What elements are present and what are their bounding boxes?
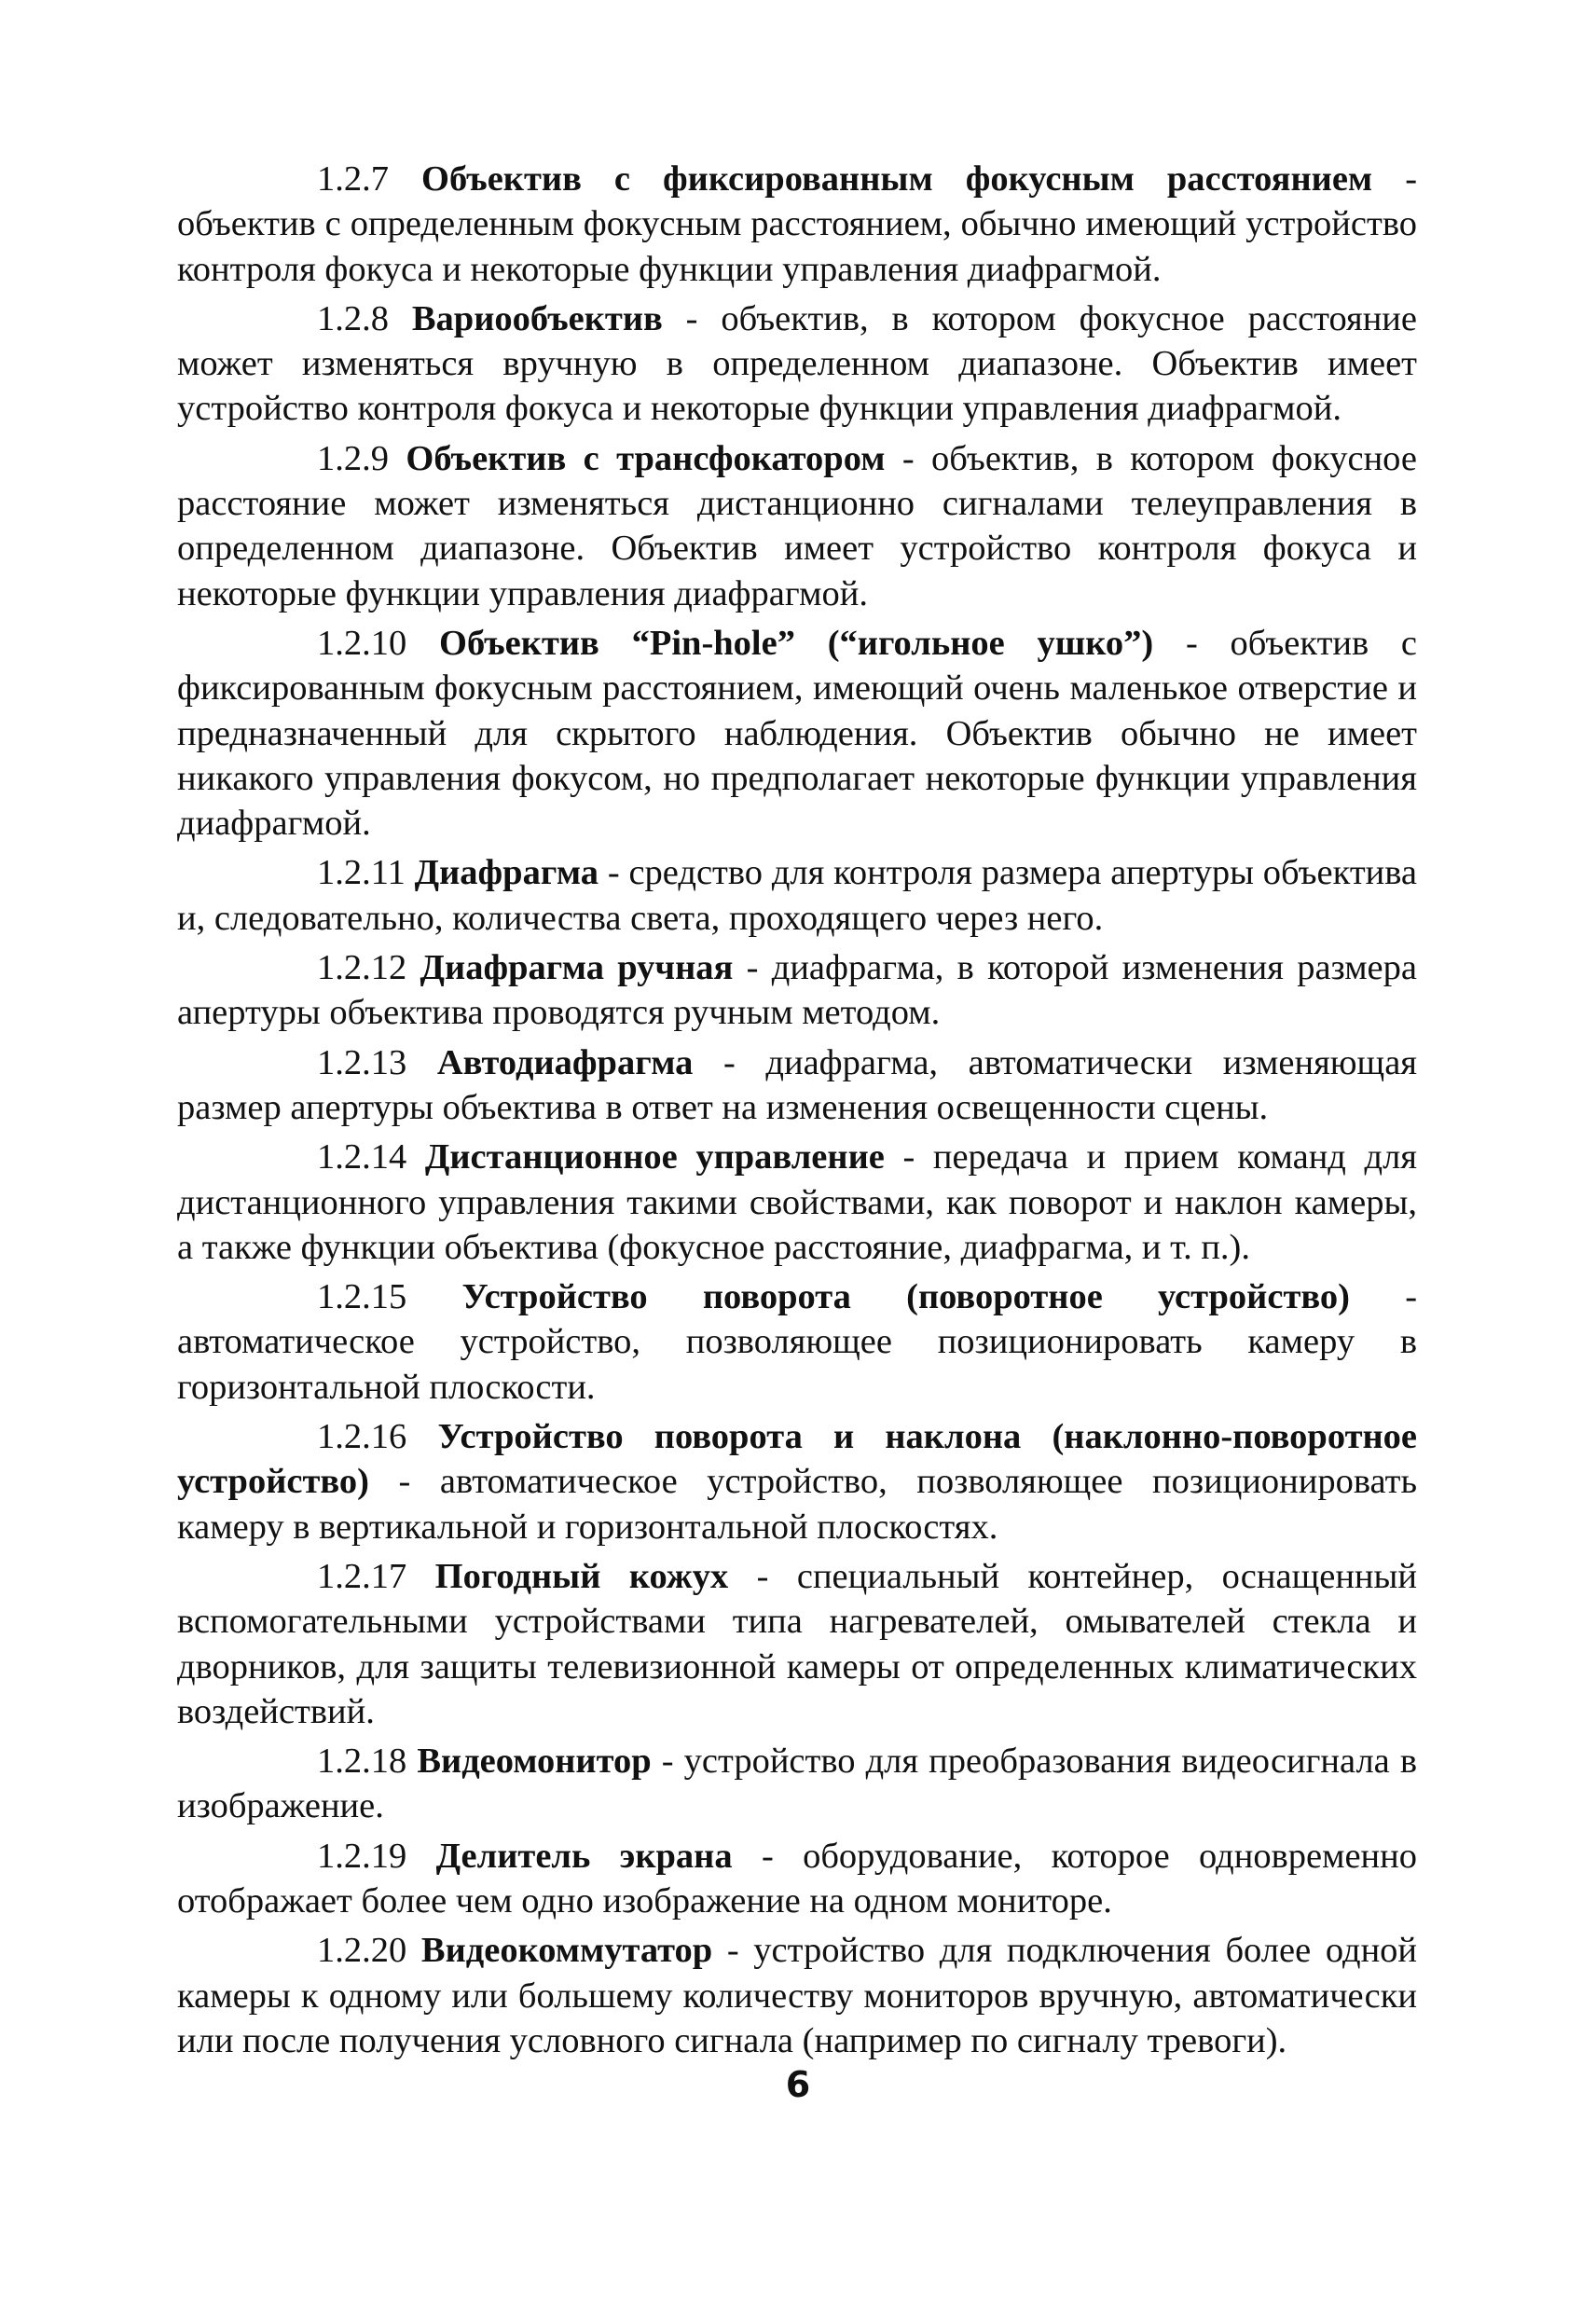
definition-text: - оборудование, которое одновременно отображает более чем одно изображение на одном мониторе. <box>177 1836 1418 1921</box>
definition-paragraph-1-2-17 <box>177 1554 1417 1734</box>
clause-number: 1.2.15 <box>317 1277 407 1317</box>
clause-number: 1.2.7 <box>317 159 389 199</box>
definition-text: - диафрагма, в которой изменения размера апертуры объектива проводятся ручным методом. <box>177 948 1417 1033</box>
clause-number: 1.2.19 <box>317 1836 407 1876</box>
term: Погодный кожух <box>434 1556 729 1596</box>
term: Устройство поворота и наклона (наклонно-поворотное устройство) <box>177 1417 1418 1502</box>
definition-paragraph-1-2-11 <box>177 850 1417 941</box>
clause-number: 1.2.9 <box>317 438 389 478</box>
definition-paragraph-1-2-15 <box>177 1274 1417 1410</box>
term: Вариообъектив <box>411 298 663 338</box>
definitions-list <box>177 157 1417 2068</box>
definition-text: - автоматическое устройство, позволяющее позиционировать камеру в вертикальной и горизонтальной плоскостях. <box>177 1462 1417 1547</box>
clause-number: 1.2.10 <box>317 623 407 663</box>
definition-paragraph-1-2-7 <box>177 157 1417 292</box>
term: Диафрагма ручная <box>420 948 734 988</box>
page-number: 6 <box>785 2064 811 2105</box>
definition-text: - объектив с определенным фокусным расстоянием, обычно имеющий устройство контроля фокуса и некоторые функции управления диафрагмой. <box>177 159 1418 289</box>
definition-paragraph-1-2-19 <box>177 1834 1417 1924</box>
definition-paragraph-1-2-9 <box>177 436 1417 616</box>
definition-text: - диафрагма, автоматически изменяющая размер апертуры объектива в ответ на изменения освещенности сцены. <box>177 1042 1417 1127</box>
clause-number: 1.2.8 <box>317 298 389 338</box>
definition-text: - средство для контроля размера апертуры объектива и, следовательно, количества света, проходящего через него. <box>177 853 1418 938</box>
term: Видеокоммутатор <box>420 1931 713 1971</box>
definition-text: - автоматическое устройство, позволяющее позиционировать камеру в горизонтальной плоскости. <box>177 1277 1418 1407</box>
definition-paragraph-1-2-10 <box>177 621 1417 846</box>
definition-text: - устройство для подключения более одной камеры к одному или большему количеству мониторов вручную, автоматически или после получения условного сигнала (например по сигналу тревоги). <box>177 1931 1418 2060</box>
definition-text: - специальный контейнер, оснащенный вспомогательными устройствами типа нагревателей, омывателей стекла и дворников, для защиты телевизионной камеры от определенных климатических воздействий. <box>177 1556 1418 1731</box>
definition-paragraph-1-2-12 <box>177 945 1417 1036</box>
clause-number: 1.2.16 <box>317 1417 407 1457</box>
term: Видеомонитор <box>417 1742 652 1782</box>
clause-number: 1.2.20 <box>317 1931 407 1971</box>
term: Объектив “Pin-hole” (“игольное ушко”) <box>439 623 1154 663</box>
definition-paragraph-1-2-13 <box>177 1040 1417 1131</box>
definition-text: - устройство для преобразования видеосигнала в изображение. <box>177 1742 1418 1826</box>
clause-number: 1.2.14 <box>317 1137 407 1177</box>
term: Устройство поворота (поворотное устройство) <box>461 1277 1350 1317</box>
definition-paragraph-1-2-18 <box>177 1739 1417 1829</box>
term: Диафрагма <box>414 853 599 893</box>
term: Дистанционное управление <box>424 1137 885 1177</box>
clause-number: 1.2.11 <box>317 853 406 893</box>
definition-paragraph-1-2-14 <box>177 1135 1417 1270</box>
definition-paragraph-1-2-16 <box>177 1414 1417 1549</box>
clause-number: 1.2.13 <box>317 1042 407 1082</box>
definition-text: - объектив, в котором фокусное расстояние может изменяться дистанционно сигналами телеуправления в определенном диапазоне. Объектив имеет устройство контроля фокуса и некоторые функции управления диафрагмой. <box>177 438 1417 613</box>
term: Объектив с трансфокатором <box>406 438 886 478</box>
term: Объектив с фиксированным фокусным расстоянием <box>421 159 1373 199</box>
definition-text: - объектив, в котором фокусное расстояние может изменяться вручную в определенном диапазоне. Объектив имеет устройство контроля фокуса и некоторые функции управления диафрагмой. <box>177 298 1417 429</box>
term: Автодиафрагма <box>436 1042 694 1082</box>
clause-number: 1.2.17 <box>317 1556 407 1596</box>
definition-text: - передача и прием команд для дистанционного управления такими свойствами, как поворот и наклон камеры, а также функции объектива (фокусное расстояние, диафрагма, и т. п.). <box>177 1137 1417 1267</box>
definition-paragraph-1-2-20 <box>177 1928 1417 2063</box>
definition-paragraph-1-2-8 <box>177 296 1417 432</box>
term: Делитель экрана <box>435 1836 733 1876</box>
clause-number: 1.2.18 <box>317 1742 407 1782</box>
definition-text: - объектив с фиксированным фокусным расстоянием, имеющий очень маленькое отверстие и предназначенный для скрытого наблюдения. Объектив обычно не имеет никакого управления фокусом, но предполагает некоторые функции управления диафрагмой. <box>177 623 1418 844</box>
clause-number: 1.2.12 <box>317 948 407 988</box>
